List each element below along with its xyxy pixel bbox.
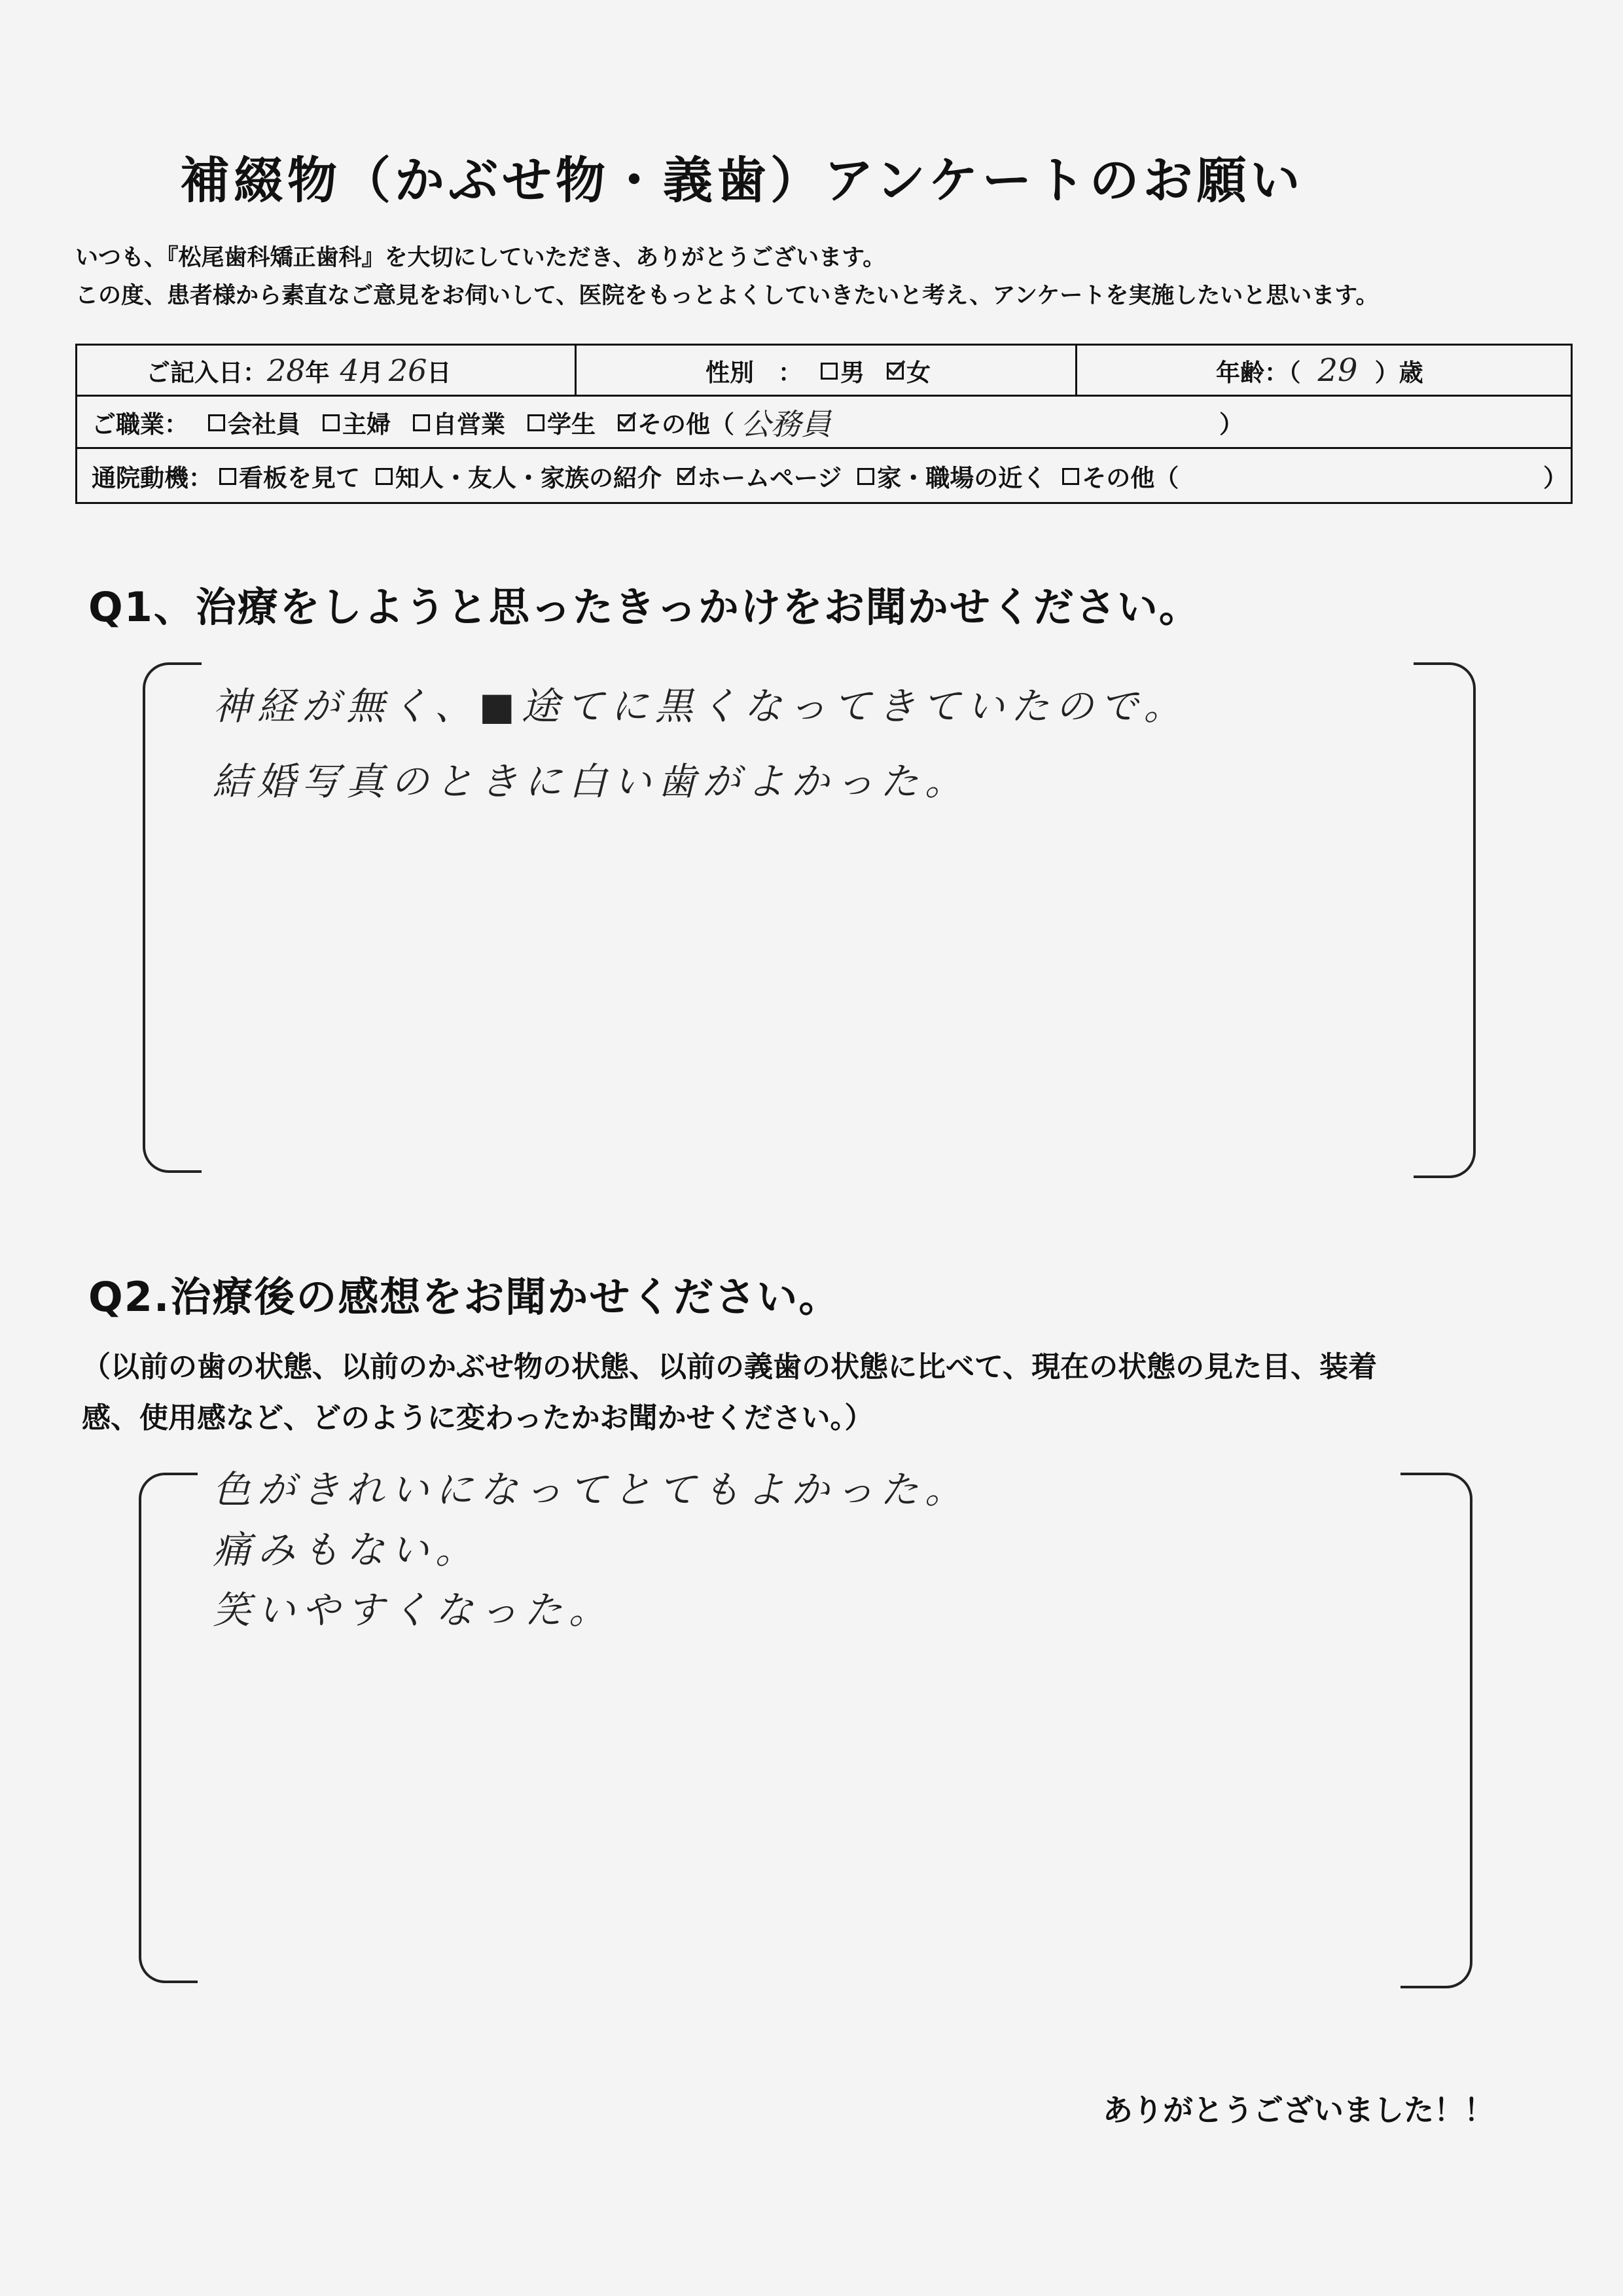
age-field[interactable] (1216, 346, 1423, 395)
gender-label: 性別 ： (705, 358, 802, 387)
occupation-option-other[interactable] (618, 404, 734, 440)
date-month-value: 4 (340, 352, 359, 388)
checkbox-sign[interactable] (219, 468, 236, 485)
q1-answer-line: 結婚写真のときに白い歯がよかった。 (213, 759, 970, 804)
gender-option-female[interactable] (887, 353, 931, 388)
intro-text (75, 239, 1379, 315)
table-divider (1075, 346, 1077, 395)
motive-option-label: ホームページ (697, 463, 842, 492)
motive-option-label: 知人・友人・家族の紹介 (395, 463, 662, 492)
checkbox-male[interactable] (821, 363, 838, 380)
age-value: 29 (1317, 351, 1358, 389)
month-unit: 月 (359, 358, 383, 387)
occupation-field (92, 397, 831, 447)
q1-bracket-right (1414, 662, 1476, 1178)
age-label: 年齢：（ (1216, 358, 1301, 387)
date-day-value: 26 (388, 352, 427, 388)
occupation-option-company[interactable] (208, 404, 300, 440)
checkbox-occupation-other[interactable] (618, 414, 635, 431)
occupation-option-selfemployed[interactable] (413, 404, 505, 440)
checkbox-housewife[interactable] (323, 414, 340, 431)
motive-option-other[interactable] (1062, 458, 1179, 493)
q2-answer-line: 笑いやすくなった。 (213, 1588, 614, 1632)
info-row-date-gender-age (77, 346, 1571, 397)
motive-option-referral[interactable] (376, 458, 662, 493)
q1-answer-line: 神経が無く、■途てに黒くなってきていたので。 (213, 684, 1188, 728)
motive-close: ） (1543, 463, 1567, 492)
year-unit: 年 (305, 358, 330, 387)
q2-note (82, 1342, 1377, 1444)
q1-heading: Q1、治療をしようと思ったきっかけをお聞かせください。 (88, 583, 1201, 631)
q2-note-line-1: （以前の歯の状態、以前のかぶせ物の状態、以前の義歯の状態に比べて、現在の状態の見た目、装着 (82, 1350, 1378, 1384)
gender-field (705, 346, 953, 395)
occupation-option-student[interactable] (527, 404, 596, 440)
occupation-other-value: 公務員 (741, 406, 831, 442)
motive-option-label: 家・職場の近く (877, 463, 1047, 492)
occupation-option-label: その他（ (637, 410, 734, 439)
checkbox-selfemployed[interactable] (413, 414, 430, 431)
age-suffix: ）歳 (1374, 358, 1423, 387)
info-table (75, 344, 1573, 504)
occupation-option-label: 主婦 (342, 410, 391, 439)
intro-line-1: いつも、『松尾歯科矯正歯科』を大切にしていただき、ありがとうございます。 (75, 245, 886, 271)
occupation-option-label: 会社員 (228, 410, 300, 439)
q1-bracket-left (143, 662, 202, 1173)
motive-option-nearby[interactable] (857, 458, 1046, 493)
gender-option-male[interactable] (821, 353, 865, 388)
occupation-option-label: 学生 (547, 410, 596, 439)
motive-option-label: 看板を見て (239, 463, 360, 492)
occupation-close: ） (1219, 410, 1243, 439)
motive-option-homepage[interactable] (677, 458, 842, 493)
checkbox-female[interactable] (887, 363, 904, 380)
table-divider (575, 346, 577, 395)
q2-answer-line: 色がきれいになってとてもよかった。 (213, 1467, 970, 1512)
q2-bracket-left (139, 1473, 198, 1983)
q2-answer-line: 痛みもない。 (213, 1528, 480, 1572)
q2-answer[interactable] (213, 1460, 969, 1640)
q2-heading: Q2.治療後の感想をお聞かせください。 (88, 1273, 841, 1321)
motive-option-sign[interactable] (219, 458, 360, 493)
day-unit: 日 (427, 358, 452, 387)
date-year-value: 28 (267, 352, 306, 388)
checkbox-motive-other[interactable] (1062, 468, 1079, 485)
checkbox-nearby[interactable] (857, 468, 874, 485)
motive-option-label: その他（ (1082, 463, 1179, 492)
occupation-option-label: 自営業 (433, 410, 505, 439)
thanks-text: ありがとうございました！！ (1103, 2092, 1494, 2128)
intro-line-2: この度、患者様から素直なご意見をお伺いして、医院をもっとよくしていきたいと考え、アンケートを実施したいと思います。 (75, 283, 1379, 309)
checkbox-referral[interactable] (376, 468, 393, 485)
checkbox-company[interactable] (208, 414, 225, 431)
page-title: 補綴物（かぶせ物・義歯）アンケートのお願い (180, 151, 1304, 209)
q2-bracket-right (1400, 1473, 1472, 1988)
occupation-option-housewife[interactable] (323, 404, 391, 440)
occupation-label: ご職業： (92, 410, 188, 439)
gender-option-label: 女 (906, 358, 931, 387)
info-row-occupation (77, 397, 1571, 449)
date-label: ご記入日： (146, 358, 267, 387)
q1-answer[interactable] (213, 669, 1188, 819)
motive-field (92, 449, 1201, 502)
checkbox-student[interactable] (527, 414, 544, 431)
date-field[interactable] (146, 346, 451, 395)
q2-note-line-2: 感、使用感など、どのように変わったかお聞かせください。） (82, 1401, 874, 1435)
checkbox-homepage[interactable] (677, 468, 694, 485)
info-row-motive (77, 449, 1571, 502)
motive-label: 通院動機： (92, 463, 213, 492)
gender-option-label: 男 (840, 358, 865, 387)
